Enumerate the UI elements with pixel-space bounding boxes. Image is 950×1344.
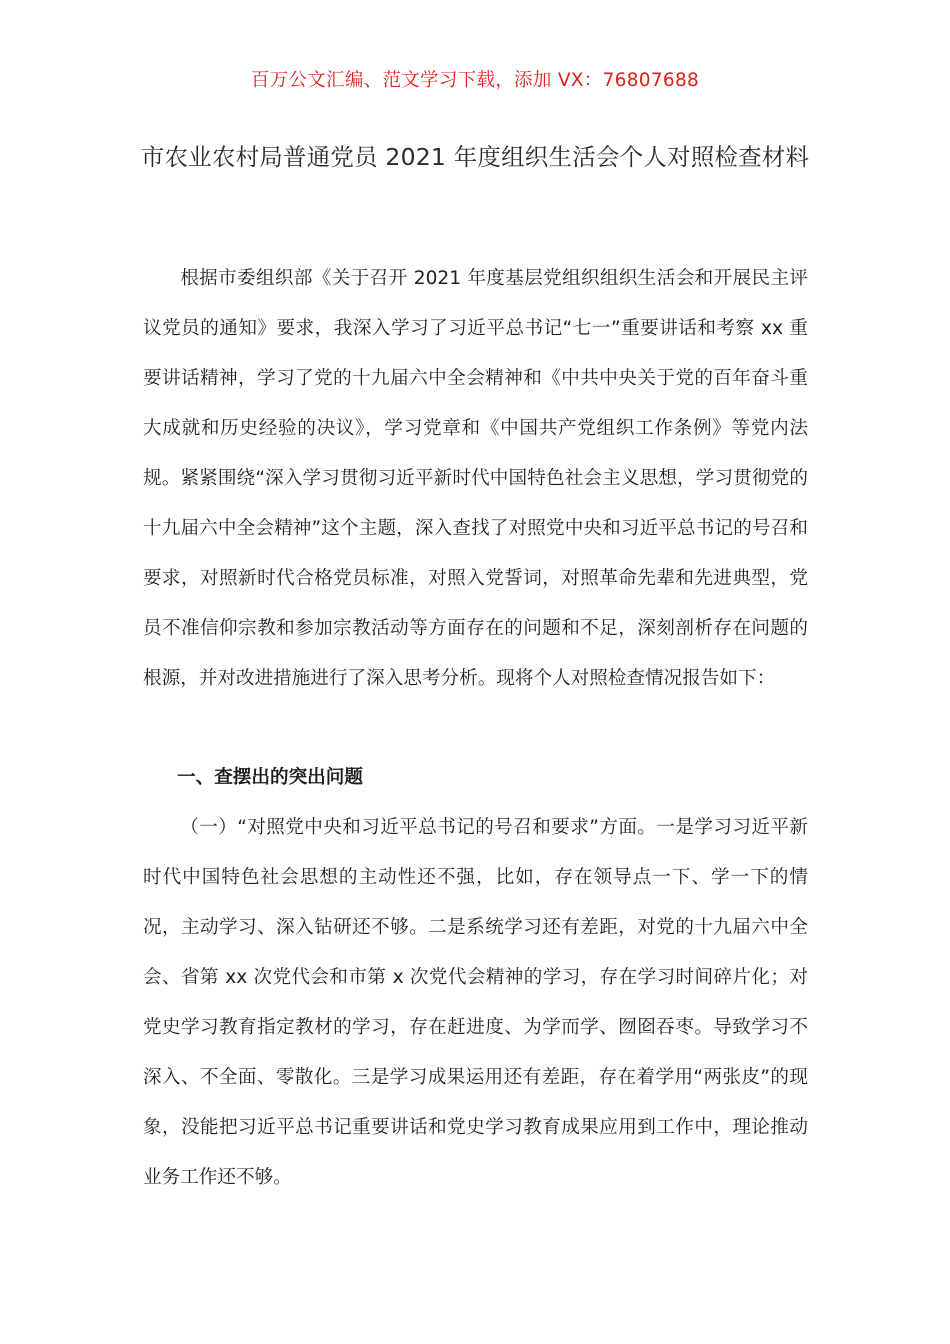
section-heading: 一、查摆出的突出问题: [177, 767, 363, 788]
promo-banner-text: 百万公文汇编、范文学习下载，添加 VX：76807688: [250, 70, 700, 91]
document-title: 市农业农村局普通党员 2021 年度组织生活会个人对照检查材料: [140, 143, 810, 171]
intro-section: [143, 254, 808, 704]
section-body: [143, 803, 808, 1203]
intro-paragraph: 根据市委组织部《关于召开 2021 年度基层党组织组织生活会和开展民主评议党员的通知》要求，我深入学习了习近平总书记“七一”重要讲话和考察 xx 重要讲话精神，学习了党的十九届六中全会精神和《中共中央关于党的百年奋斗重大成就和历史经验的决议》，学习党章和《中国共产党组织工作条例》等党内法规。紧紧围绕“深入学习贯彻习近平新时代中国特色社会主义思想，学习贯彻党的十九届六中全会精神”这个主题，深入查找了对照党中央和习近平总书记的号召和要求，对照新时代合格党员标准，对照入党誓词，对照革命先辈和先进典型，党员不准信仰宗教和参加宗教活动等方面存在的问题和不足，深刻剖析存在问题的根源，并对改进措施进行了深入思考分析。现将个人对照检查情况报告如下：: [143, 268, 808, 689]
section-paragraph: （一）“对照党中央和习近平总书记的号召和要求”方面。一是学习习近平新时代中国特色社会思想的主动性还不强，比如，存在领导点一下、学一下的情况，主动学习、深入钻研还不够。二是系统学习还有差距，对党的十九届六中全会、省第 xx 次党代会和市第 x 次党代会精神的学习，存在学习时间碎片化；对党史学习教育指定教材的学习，存在赶进度、为学而学、囫囵吞枣。导致学习不深入、不全面、零散化。三是学习成果运用还有差距，存在着学用“两张皮”的现象，没能把习近平总书记重要讲话和党史学习教育成果应用到工作中，理论推动业务工作还不够。: [143, 817, 808, 1188]
